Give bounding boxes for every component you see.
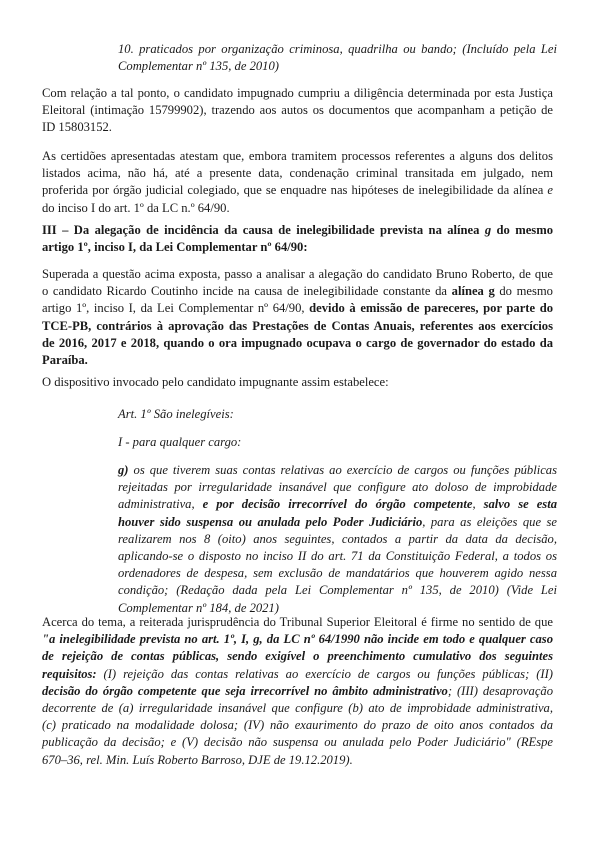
bold-run: devido à emissão de pareceres, por parte do <box>309 301 553 316</box>
bold-run: requisitos: <box>42 666 97 681</box>
text-line: do inciso I do art. 1º da LC n.º 64/90. <box>42 200 230 215</box>
text-line: 10. praticados por organização criminosa, quadrilha ou bando; (Incluído pela Lei <box>118 42 557 56</box>
text-line: Superada a questão acima exposta, passo a analisar a alegação do candidato Bruno Roberto, de que <box>42 267 553 281</box>
bold-run: houver sido suspensa ou anulada pelo Poder Judiciário <box>118 514 423 529</box>
bold-run: g) <box>118 463 129 477</box>
text-line <box>118 514 557 531</box>
text-run: proferida por órgão judicial colegiado, que se enquadre nas hipóteses de inelegibilidade da alínea <box>42 183 548 198</box>
text-run: do mesmo <box>494 284 553 299</box>
section-heading <box>42 222 553 256</box>
text-line: rejeitadas por irregularidade insanável que configure ato doloso de improbidade <box>118 480 557 495</box>
quote-inciso-1 <box>118 434 557 451</box>
text-run: , <box>472 497 484 512</box>
paragraph-alegacao <box>42 266 553 369</box>
text-run: administrativa, <box>118 497 203 512</box>
paragraph-jurisprudencia <box>42 614 553 769</box>
text-line: Com relação a tal ponto, o candidato impugnado cumpriu a diligência determinada por esta Justiça <box>42 86 553 100</box>
text-line: condição; (Redação dada pela Lei Complementar nº 135, de 2010) (Vide Lei <box>118 583 557 598</box>
text-line: (c) praticado na modalidade dolosa; (IV) não exaurimento do prazo de oito anos contados da <box>42 718 553 733</box>
text-line: decorrente de (a) irregularidade insanável que configure (b) ato de improbidade administrativa, <box>42 701 553 716</box>
text-line: Art. 1º São inelegíveis: <box>118 407 234 421</box>
text-line: de 2016, 2017 e 2018, quando o ora impugnado ocupava o cargo de governador do estado da <box>42 335 553 350</box>
paragraph-dispositivo <box>42 374 553 391</box>
text-line: publicação da decisão; e (V) decisão não suspensa ou anulada pelo Poder Judiciário" (REspe <box>42 735 553 750</box>
text-line: Eleitoral (intimação 15799902), trazendo aos autos os documentos que acompanham a petição de <box>42 103 553 118</box>
text-line: As certidões apresentadas atestam que, embora tramitem processos referentes a alguns dos delitos <box>42 149 553 163</box>
bold-run: alínea g <box>451 284 495 299</box>
text-line <box>42 283 553 300</box>
paragraph-diligencia <box>42 85 553 137</box>
text-run: , para as eleições que se <box>422 514 557 529</box>
text-line: aplicando-se o disposto no inciso II do art. 71 da Constituição Federal, a todos os <box>118 549 557 564</box>
bold-run: III – Da alegação de incidência da causa de inelegibilidade prevista na alínea <box>42 223 485 237</box>
bold-run: salvo se esta <box>483 497 557 512</box>
text-line: 670–36, rel. Min. Luís Roberto Barroso, DJE de 19.12.2019). <box>42 752 353 767</box>
text-line: Acerca do tema, a reiterada jurisprudência do Tribunal Superior Eleitoral é firme no sentido de que <box>42 615 553 629</box>
text-line: ordenadores de despesa, sem exclusão de mandatários que houverem agido nessa <box>118 566 557 581</box>
text-line <box>118 496 557 513</box>
text-line <box>42 666 553 683</box>
bold-run: decisão do órgão competente que seja irrecorrível no âmbito administrativo <box>42 683 448 698</box>
text-line: TCE-PB, contrários à aprovação das Prestações de Contas Anuais, referentes aos exercícios <box>42 318 553 333</box>
text-line: I - para qualquer cargo: <box>118 435 242 449</box>
text-line: O dispositivo invocado pelo candidato impugnante assim estabelece: <box>42 375 389 389</box>
quote-alinea-g <box>118 462 557 617</box>
text-line: "a inelegibilidade prevista no art. 1º, I, g, da LC nº 64/1990 não incide em todo e qualquer caso <box>42 632 553 647</box>
bold-run: e por decisão irrecorrível do órgão competente <box>202 497 473 512</box>
text-run: ; (III) desaprovação <box>447 683 553 698</box>
text-line <box>42 182 553 199</box>
text-line: ID 15803152. <box>42 120 112 135</box>
text-run: o candidato Ricardo Coutinho incide na causa de inelegibilidade constante da <box>42 284 452 299</box>
text-run: (I) rejeição das contas relativas ao exercício de cargos ou funções públicas; (II) <box>96 666 553 681</box>
text-line <box>42 222 553 239</box>
text-line <box>118 462 557 479</box>
quote-art-1 <box>118 406 557 423</box>
text-run: artigo 1º, inciso I, da Lei Complementar nº 64/90, <box>42 301 310 316</box>
text-line: de rejeição de contas públicas, sendo exigível o preenchimento cumulativo dos seguintes <box>42 649 553 664</box>
text-line: Complementar nº 135, de 2010) <box>118 59 279 74</box>
text-run: os que tiverem suas contas relativas ao exercício de cargos ou funções públicas <box>128 463 557 477</box>
paragraph-certidoes <box>42 148 553 217</box>
bold-run: do mesmo <box>491 223 553 237</box>
italic-run: e <box>547 183 553 198</box>
text-line: realizarem nos 8 (oito) anos seguintes, contados a partir da data da decisão, <box>118 531 557 546</box>
text-line <box>42 300 553 317</box>
italic-run: g <box>484 223 492 237</box>
text-line: Complementar nº 184, de 2021) <box>118 600 279 615</box>
text-line: listados acima, não há, até a presente data, condenação criminal transitada em julgado, nem <box>42 166 553 181</box>
text-line: Paraíba. <box>42 353 88 368</box>
text-line: artigo 1º, inciso I, da Lei Complementar nº 64/90: <box>42 240 308 255</box>
quote-item-10 <box>118 41 557 75</box>
text-line <box>42 683 553 700</box>
